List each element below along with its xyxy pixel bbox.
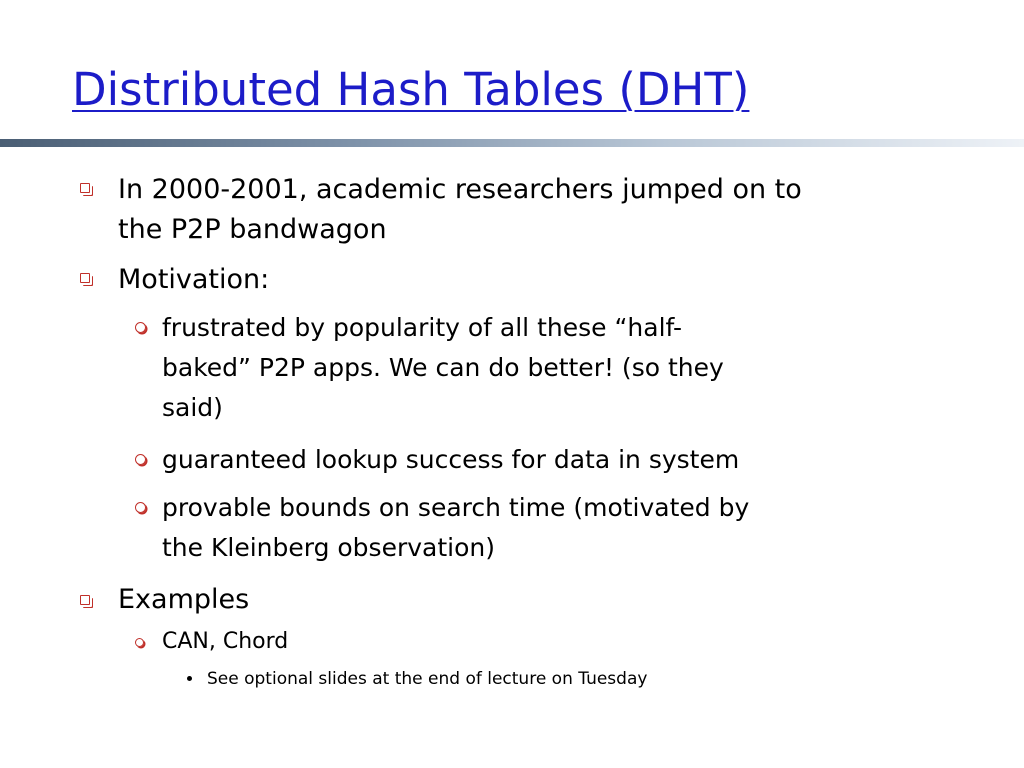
sub-2-3-line-2: the Kleinberg observation) — [162, 533, 495, 562]
bullet-1-line-1: In 2000-2001, academic researchers jumped on to — [118, 174, 802, 205]
bullet-2-line-1: Motivation: — [118, 264, 270, 295]
sub-3-1-line-1: CAN, Chord — [162, 629, 289, 654]
slide-title: Distributed Hash Tables (DHT) — [72, 63, 750, 116]
square-bullet-icon — [80, 273, 90, 283]
bullet-1-line-2: the P2P bandwagon — [118, 214, 387, 245]
dot-bullet-icon — [187, 676, 192, 681]
circle-bullet-icon — [135, 638, 144, 647]
circle-bullet-icon — [135, 502, 146, 513]
bullet-3-line-1: Examples — [118, 584, 250, 615]
circle-bullet-icon — [135, 454, 146, 465]
sub-2-1-line-1: frustrated by popularity of all these “half- — [162, 313, 682, 342]
sub-3-1-1-line-1: See optional slides at the end of lecture on Tuesday — [207, 669, 648, 689]
sub-2-1-line-3: said) — [162, 393, 223, 422]
sub-2-1-line-2: baked” P2P apps. We can do better! (so they — [162, 353, 724, 382]
circle-bullet-icon — [135, 322, 146, 333]
sub-2-3-line-1: provable bounds on search time (motivated by — [162, 493, 750, 522]
square-bullet-icon — [80, 183, 90, 193]
sub-2-2-line-1: guaranteed lookup success for data in system — [162, 445, 740, 474]
square-bullet-icon — [80, 595, 90, 605]
